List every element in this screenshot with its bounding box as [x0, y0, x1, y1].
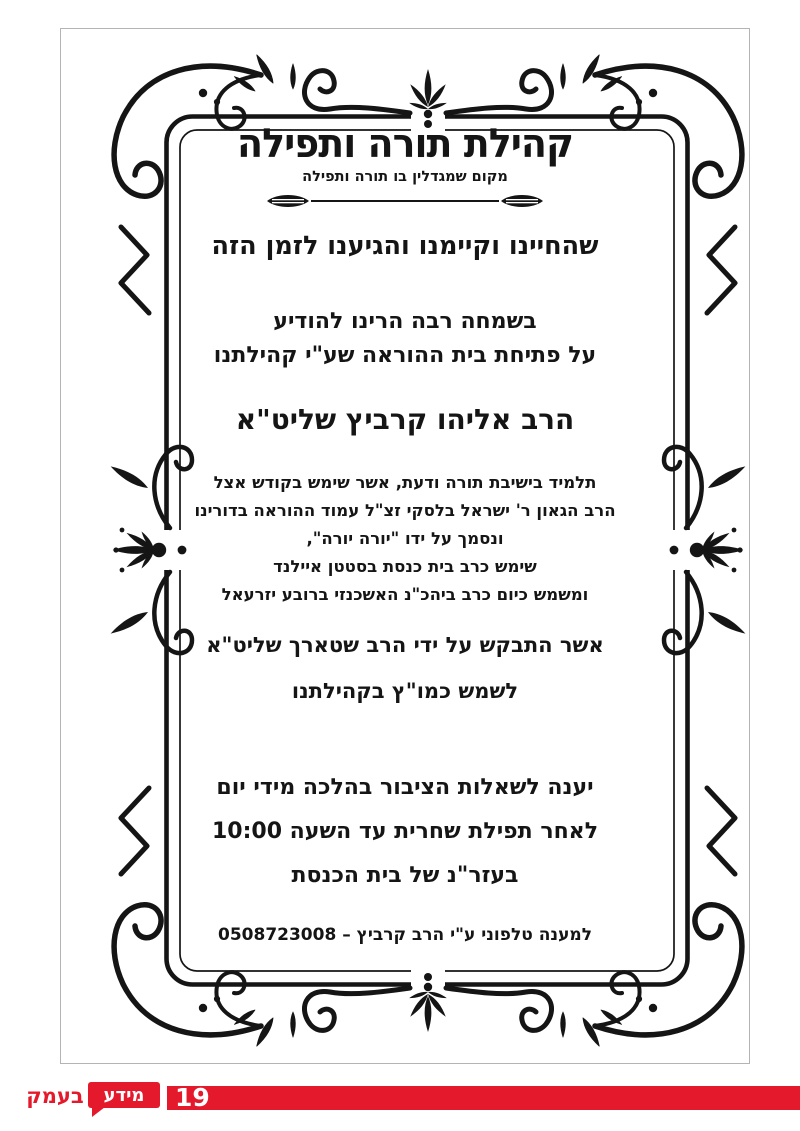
schedule-line-1: יענה לשאלות הציבור בהלכה מידי יום — [216, 775, 594, 800]
bio-line: תלמיד בישיבת תורה ודעת, אשר שימש בקודש אצל — [213, 473, 597, 492]
flyer-content — [185, 29, 625, 1063]
rabbi-name: הרב אליהו קרביץ שליט"א — [235, 403, 575, 436]
divider-leaf-icon — [499, 192, 545, 210]
page-number: 19 — [175, 1083, 210, 1112]
community-title: קהילת תורה ותפילה — [237, 119, 573, 167]
announcement-line-2: על פתיחת בית ההוראה שע"י קהילתנו — [213, 343, 597, 368]
divider-leaf-icon — [265, 192, 311, 210]
footer-logo-word: בעמק — [26, 1084, 84, 1108]
footer-logo-tail — [92, 1107, 105, 1117]
divider-line — [311, 200, 499, 202]
title-divider — [185, 191, 625, 211]
bio-line: ומשמש כיום כרב ביהכ"נ האשכנזי ברובע יזרעאל — [221, 585, 589, 604]
phone-line: למענה טלפוני ע"י הרב קרביץ – 0508723008 — [218, 925, 592, 945]
schedule-line-2: לאחר תפילת שחרית עד השעה 10:00 — [211, 819, 599, 844]
bio-line: שימש כרב בית כנסת בסטטן איילנד — [273, 557, 537, 576]
footer-logo-box: מידע — [88, 1082, 160, 1108]
announcement-line-1: בשמחה רבה הרינו להודיע — [273, 309, 537, 334]
flyer-page — [60, 28, 750, 1064]
community-subtitle: מקום שמגדלין בו תורה ותפילה — [302, 169, 508, 185]
schedule-line-3: בעזר"נ של בית הכנסת — [291, 863, 519, 888]
bio-line: הרב הגאון ר' ישראל בלסקי זצ"ל עמוד ההוראה בדורינו — [194, 501, 616, 520]
appointment-line-1: אשר התבקש על ידי הרב שטארך שליט"א — [206, 633, 604, 657]
footer-red-bar — [167, 1083, 800, 1112]
rabbi-bio — [185, 469, 625, 609]
bio-line: ונסמך על ידו "יורה יורה", — [306, 529, 504, 548]
appointment-line-2: לשמש כמו"ץ בקהילתנו — [291, 679, 519, 703]
shehecheyanu-line: שהחיינו וקיימנו והגיענו לזמן הזה — [211, 231, 599, 261]
